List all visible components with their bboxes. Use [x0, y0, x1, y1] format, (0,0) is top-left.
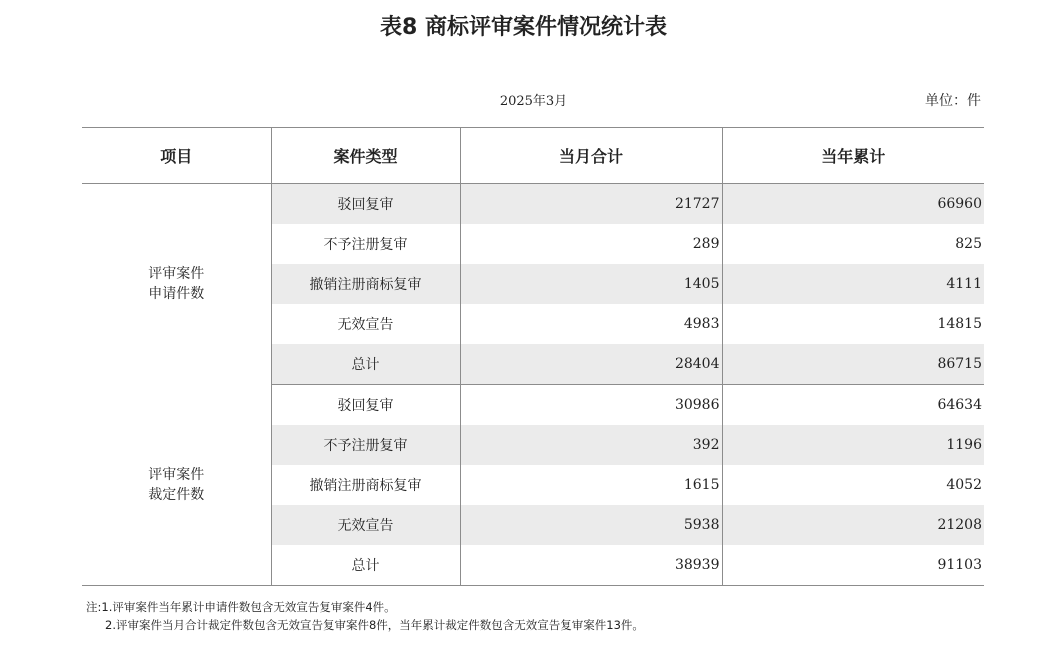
case-type-cell: 不予注册复审: [271, 224, 460, 264]
case-type-cell: 总计: [271, 545, 460, 586]
year-value-cell: 1196: [722, 425, 984, 465]
case-type-cell: 不予注册复审: [271, 425, 460, 465]
header-year-total: 当年累计: [722, 128, 984, 184]
month-value-cell: 392: [460, 425, 722, 465]
year-value-cell: 21208: [722, 505, 984, 545]
month-value-cell: 1615: [460, 465, 722, 505]
year-value-cell: 4111: [722, 264, 984, 304]
month-value-cell: 4983: [460, 304, 722, 344]
month-value-cell: 30986: [460, 385, 722, 426]
year-value-cell: 4052: [722, 465, 984, 505]
header-item: 项目: [82, 128, 271, 184]
statistics-table: [82, 127, 984, 586]
case-type-cell: 无效宣告: [271, 505, 460, 545]
table-row: [82, 385, 984, 426]
note-2: 2.评审案件当月合计裁定件数包含无效宣告复审案件8件，当年累计裁定件数包含无效宣告复审案件13件。: [105, 618, 644, 632]
month-value-cell: 5938: [460, 505, 722, 545]
month-value-cell: 38939: [460, 545, 722, 586]
case-type-cell: 驳回复审: [271, 184, 460, 225]
page-title: 表8 商标评审案件情况统计表: [380, 15, 667, 40]
table-row: [82, 184, 984, 225]
year-value-cell: 66960: [722, 184, 984, 225]
report-date: 2025年3月: [499, 94, 568, 109]
table-header-row: [82, 128, 984, 184]
header-month-total: 当月合计: [460, 128, 722, 184]
case-type-cell: 无效宣告: [271, 304, 460, 344]
month-value-cell: 21727: [460, 184, 722, 225]
note-1: 注:1.评审案件当年累计申请件数包含无效宣告复审案件4件。: [86, 600, 396, 614]
year-value-cell: 64634: [722, 385, 984, 426]
unit-label: 单位：件: [925, 93, 981, 109]
header-case-type: 案件类型: [271, 128, 460, 184]
case-type-cell: 撤销注册商标复审: [271, 264, 460, 304]
group-label: 评审案件 裁定件数: [82, 385, 271, 586]
month-value-cell: 1405: [460, 264, 722, 304]
table-notes: [86, 598, 644, 634]
month-value-cell: 289: [460, 224, 722, 264]
month-value-cell: 28404: [460, 344, 722, 385]
case-type-cell: 撤销注册商标复审: [271, 465, 460, 505]
year-value-cell: 14815: [722, 304, 984, 344]
year-value-cell: 91103: [722, 545, 984, 586]
year-value-cell: 825: [722, 224, 984, 264]
group-label: 评审案件 申请件数: [82, 184, 271, 385]
case-type-cell: 总计: [271, 344, 460, 385]
year-value-cell: 86715: [722, 344, 984, 385]
case-type-cell: 驳回复审: [271, 385, 460, 426]
